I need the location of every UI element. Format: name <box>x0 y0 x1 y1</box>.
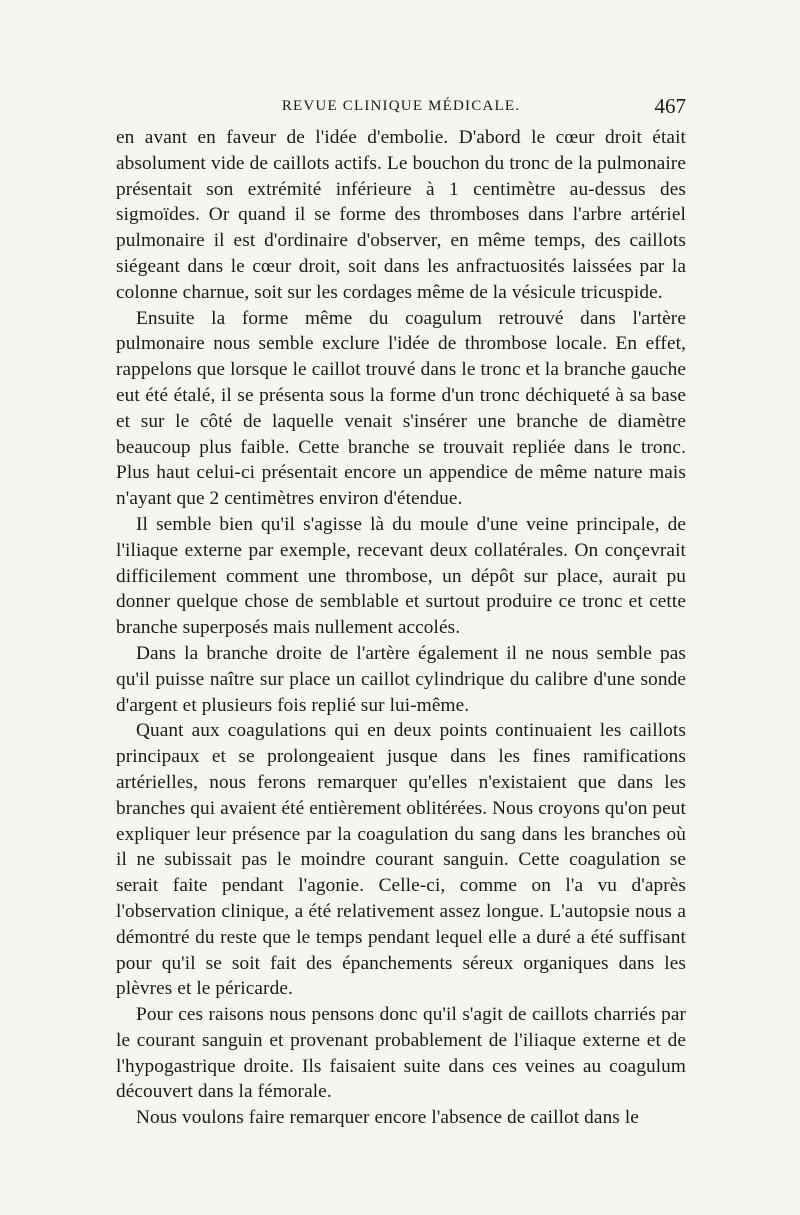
paragraph-4: Dans la branche droite de l'artère également il ne nous semble pas qu'il puisse naître sur place un caillot cylindrique du calibre d'une sonde d'argent et plusieurs fois replié sur lui-même. <box>116 642 686 716</box>
paragraph-1: en avant en faveur de l'idée d'embolie. D'abord le cœur droit était absolument vide de caillots actifs. Le bouchon du tronc de la pulmonaire présentait son extrémité inférieure à 1 centimètre au-dessus des sigmoïdes. Or quand il se forme des thromboses dans l'arbre artériel pulmonaire il est d'ordinaire d'observer, en même temps, des caillots siégeant dans le cœur droit, soit dans les anfractuosités laissées par la colonne charnue, soit sur les cordages même de la vésicule tricuspide. <box>116 127 686 303</box>
paragraph-7: Nous voulons faire remarquer encore l'absence de caillot dans le <box>136 1107 639 1129</box>
running-head <box>116 94 686 120</box>
paragraph-3: Il semble bien qu'il s'agisse là du moule d'une veine principale, de l'iliaque externe par exemple, recevant deux collatérales. On conçevrait difficilement comment une thrombose, un dépôt sur place, aurait pu donner quelque chose de semblable et surtout produire ce tronc et cette branche superposés mais nullement accolés. <box>116 513 686 639</box>
page-number: 467 <box>654 94 686 118</box>
paragraph-2: Ensuite la forme même du coagulum retrouvé dans l'artère pulmonaire nous semble exclure l'idée de thrombose locale. En effet, rappelons que lorsque le caillot trouvé dans le tronc et la branche gauche eut été étalé, il se présenta sous la forme d'un tronc déchiqueté à sa base et sur le côté de laquelle venait s'insérer une branche de diamètre beaucoup plus faible. Cette branche se trouvait repliée dans le tronc. Plus haut celui-ci présentait encore un appendice de même nature mais n'ayant que 2 centimètres environ d'étendue. <box>116 307 686 510</box>
paragraph-5: Quant aux coagulations qui en deux points continuaient les caillots principaux et se prolongeaient jusque dans les fines ramifications artérielles, nous ferons remarquer qu'elles n'existaient que dans les branches qui avaient été entièrement oblitérées. Nous croyons qu'on peut expliquer leur présence par la coagulation du sang dans les branches où il ne subissait pas le moindre courant sanguin. Cette coagulation se serait faite pendant l'agonie. Celle-ci, comme on l'a vu d'après l'observation clinique, a été relativement assez longue. L'autopsie nous a démontré du reste que le temps pendant lequel elle a duré a été suffisant pour qu'il se soit fait des épanchements séreux organiques dans les plèvres et le péricarde. <box>116 720 686 1000</box>
body-text <box>116 125 686 1131</box>
paragraph-6: Pour ces raisons nous pensons donc qu'il s'agit de caillots charriés par le courant sanguin et provenant probablement de l'iliaque externe et de l'hypogastrique droite. Ils faisaient suite dans ces veines au coagulum découvert dans la fémorale. <box>116 1004 686 1103</box>
running-title: REVUE CLINIQUE MÉDICALE. <box>281 98 521 114</box>
